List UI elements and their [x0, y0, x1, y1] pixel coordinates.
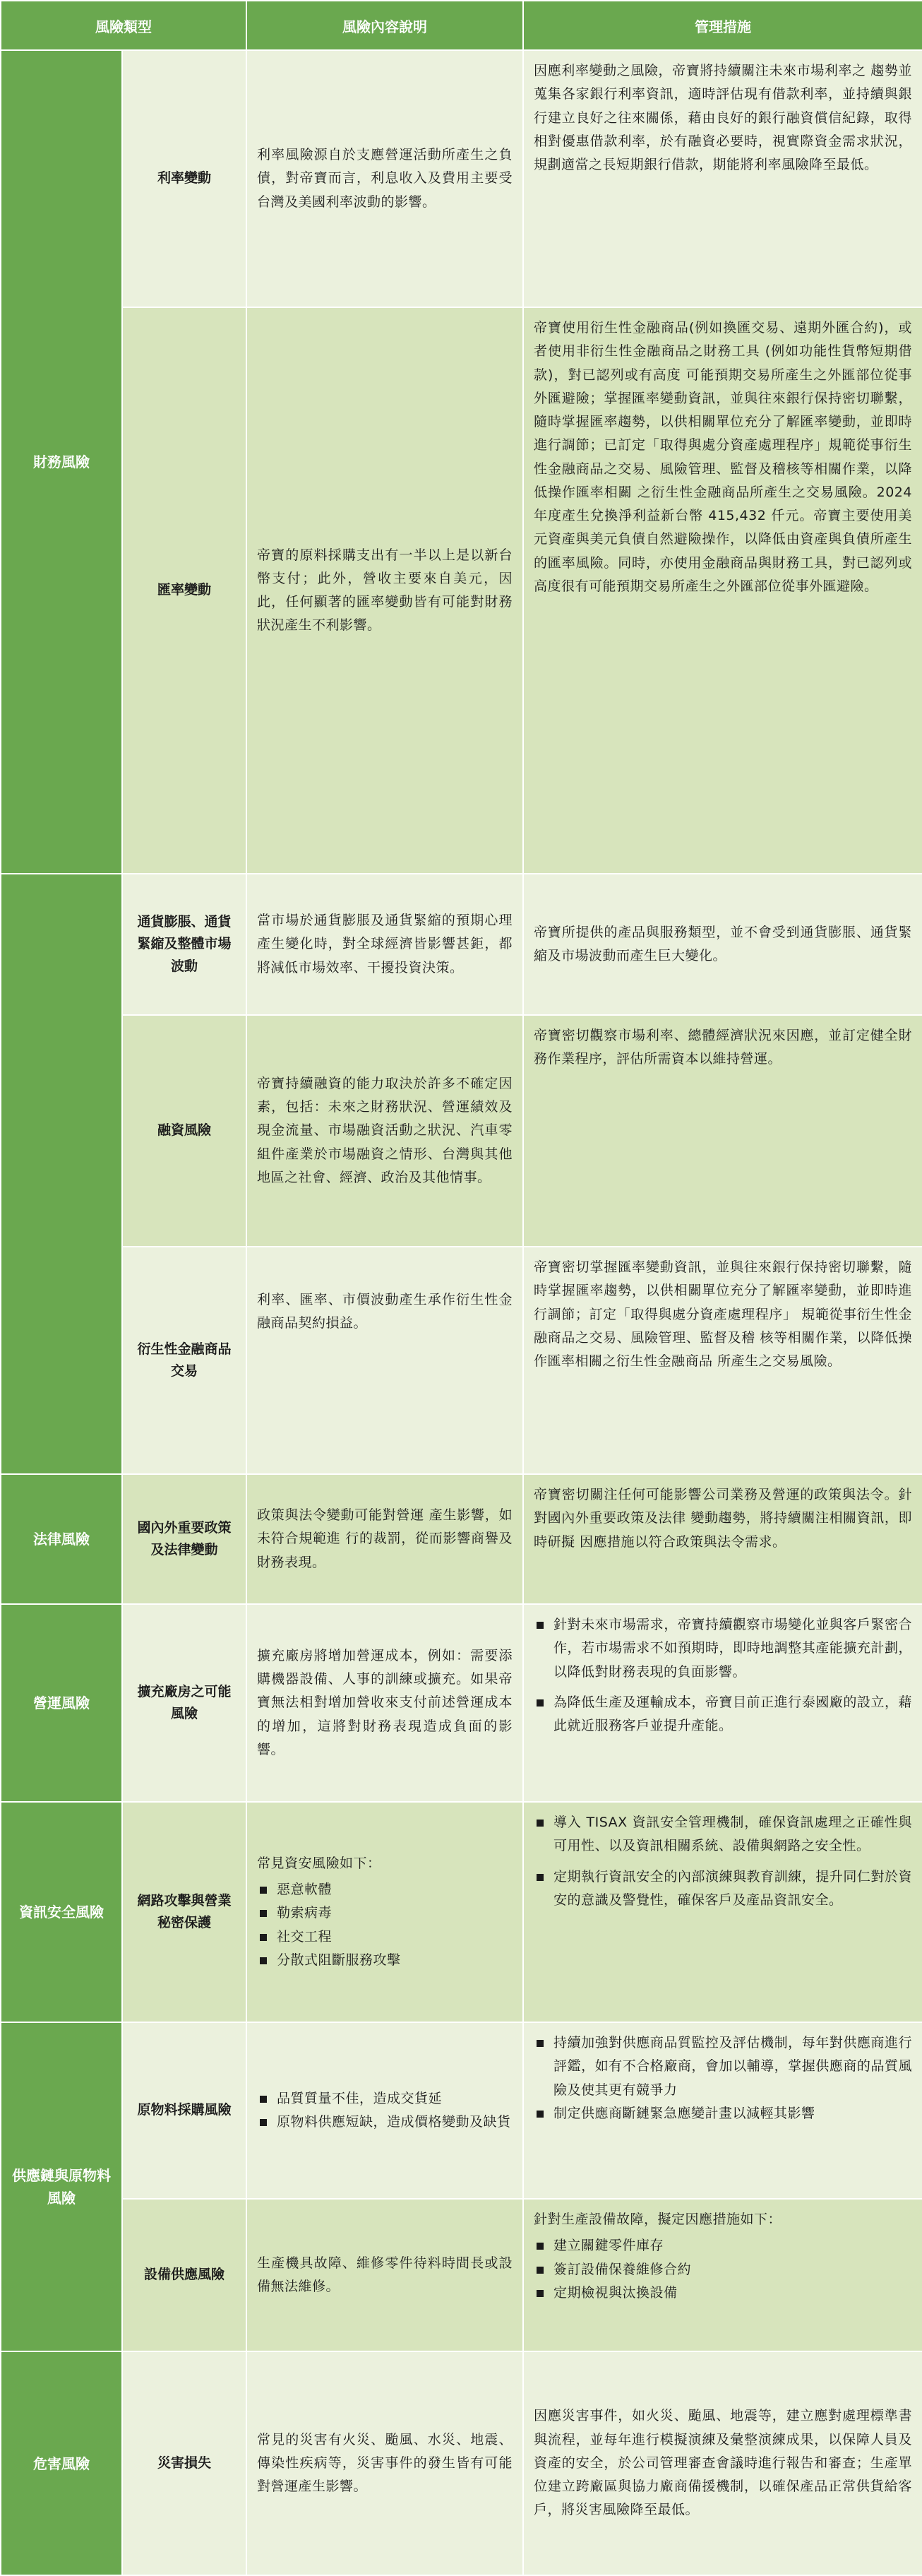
list-item: 定期執行資訊安全的內部演練與教育訓練，提升同仁對於資安的意識及警覺性，確保客戶及產品資訊安全。: [534, 1865, 912, 1913]
list-item: 導入 TISAX 資訊安全管理機制，確保資訊處理之正確性與可用性、以及資訊相關系統、設備與網路之安全性。: [534, 1811, 912, 1858]
risk-equipment-supply: 設備供應風險: [122, 2199, 246, 2351]
table-row: [1, 2351, 922, 2575]
list-item: 分散式阻斷服務攻擊: [257, 1949, 513, 1972]
list-item: 原物料供應短缺，造成價格變動及缺貨: [257, 2111, 513, 2134]
risk-cyber-attack-description: [246, 1802, 523, 2022]
list-item: 制定供應商斷鏈緊急應變計畫以減輕其影響: [534, 2102, 912, 2125]
risk-exchange-rate: 匯率變動: [122, 307, 246, 874]
risk-inflation-description: 當市場於通貨膨脹及通貨緊縮的預期心理產生變化時，對全球經濟皆影響甚鉅，都將減低市場效率、干擾投資決策。: [246, 874, 523, 1015]
risk-derivatives-description: 利率、匯率、市價波動產生承作衍生性金融商品契約損益。: [246, 1247, 523, 1474]
risk-policy-law-description: 政策與法令變動可能對營運 產生影響，如未符合規範進 行的裁罰，從而影響商譽及 財務表現。: [246, 1474, 523, 1604]
category-legal-risk: 法律風險: [1, 1474, 122, 1604]
risk-inflation-measures: 帝寶所提供的產品與服務類型，並不會受到通貨膨脹、通貨緊縮及市場波動而產生巨大變化。: [523, 874, 922, 1015]
risk-inflation: 通貨膨脹、通貨緊縮及整體市場波動: [122, 874, 246, 1015]
risk-plant-expansion-description: 擴充廠房將增加營運成本，例如：需要添購機器設備、人事的訓練或擴充。如果帝寶無法相對增加營收來支付前述營運成本的增加，這將對財務表現造成負面的影響。: [246, 1604, 523, 1802]
risk-derivatives: 衍生性金融商品交易: [122, 1247, 246, 1474]
risk-interest-rate: 利率變動: [122, 50, 246, 307]
list-item: 品質質量不佳，造成交貨延: [257, 2087, 513, 2111]
category-operational-risk: 營運風險: [1, 1604, 122, 1802]
table-row: [1, 2022, 922, 2199]
category-financial-risk: 財務風險: [1, 50, 122, 874]
risk-interest-rate-description: 利率風險源自於支應營運活動所產生之負債，對帝寶而言，利息收入及費用主要受台灣及美國利率波動的影響。: [246, 50, 523, 307]
risk-interest-rate-measures: 因應利率變動之風險，帝寶將持續關注未來市場利率之 趨勢並蒐集各家銀行利率資訊，適時評估現有借款利率，並持續與銀行建立良好之往來關係，藉由良好的銀行融資償信紀錄，取得相對優惠借款利率，於有融資必要時，視實際資金需求狀況，規劃適當之長短期銀行借款，期能將利率風險降至最低。: [523, 50, 922, 307]
list-item: 定期檢視與汰換設備: [534, 2281, 912, 2305]
table-row: [1, 1604, 922, 1802]
risk-plant-expansion-measures: [523, 1604, 922, 1802]
list-item: 惡意軟體: [257, 1878, 513, 1901]
list-item: 為降低生產及運輸成本，帝寶目前正進行泰國廠的設立，藉此就近服務客戶並提升產能。: [534, 1691, 912, 1738]
risk-raw-material-description: [246, 2022, 523, 2199]
table-row: [1, 50, 922, 307]
list-item: 勒索病毒: [257, 1901, 513, 1925]
risk-exchange-rate-measures: 帝寶使用衍生性金融商品(例如換匯交易、遠期外匯合約)，或者使用非衍生性金融商品之財務工具 (例如功能性貨幣短期借款)，對已認列或有高度 可能預期交易所產生之外匯部位從事外匯避險；掌握匯率變動資訊，並與往來銀行保持密切聯繫，隨時掌握匯率趨勢，以供相關單位充分了解匯率變動，並即時進行調節；已訂定「取得與處分資產處理程序」規範從事衍生性金融商品之交易、風險管理、監督及稽核等相關作業，以降低操作匯率相關 之衍生性金融商品所產生之交易風險。2024 年度產生兌換淨利益新台幣 415,432 仟元。帝寶主要使用美元資產與美元負債自然避險操作，以降低由資產與負債所產生的匯率風險。同時，亦使用金融商品與財務工具，對已認列或高度很有可能預期交易所產生之外匯部位從事外匯避險。: [523, 307, 922, 874]
header-risk-description: 風險內容說明: [246, 1, 523, 50]
header-management-measures: 管理措施: [523, 1, 922, 50]
risk-exchange-rate-description: 帝寶的原料採購支出有一半以上是以新台幣支付；此外，營收主要來自美元，因此，任何顯著的匯率變動皆有可能對財務狀況產生不利影響。: [246, 307, 523, 874]
category-supply-chain-risk: 供應鏈與原物料風險: [1, 2022, 122, 2351]
table-row: [1, 874, 922, 1015]
table-row: [1, 1247, 922, 1474]
header-risk-type: 風險類型: [1, 1, 246, 50]
risk-policy-law-measures: 帝寶密切關注任何可能影響公司業務及營運的政策與法令。針對國內外重要政策及法律 變動趨勢，將持續關注相關資訊，即時研擬 因應措施以符合政策與法令需求。: [523, 1474, 922, 1604]
list-item: 持續加強對供應商品質監控及評估機制，每年對供應商進行評鑑，如有不合格廠商，會加以輔導，掌握供應商的品質風險及使其更有競爭力: [534, 2031, 912, 2102]
risk-financing: 融資風險: [122, 1015, 246, 1247]
risk-cyber-attack-measures: [523, 1802, 922, 2022]
risk-raw-material-measures: [523, 2022, 922, 2199]
risk-disaster-loss-description: 常見的災害有火災、颱風、水災、地震、傳染性疾病等，災害事件的發生皆有可能對營運產生影響。: [246, 2351, 523, 2575]
category-hazard-risk: 危害風險: [1, 2351, 122, 2575]
risk-plant-expansion: 擴充廠房之可能風險: [122, 1604, 246, 1802]
category-market-risk: [1, 874, 122, 1474]
risk-financing-measures: 帝寶密切觀察市場利率、總體經濟狀況來因應，並訂定健全財務作業程序，評估所需資本以維持營運。: [523, 1015, 922, 1247]
risk-equipment-supply-description: 生產機具故障、維修零件待料時間長或設備無法維修。: [246, 2199, 523, 2351]
table-row: [1, 1015, 922, 1247]
table-row: [1, 1474, 922, 1604]
table-row: [1, 307, 922, 874]
list-item: 簽訂設備保養維修合約: [534, 2258, 912, 2281]
table-row: [1, 2199, 922, 2351]
list-item: 社交工程: [257, 1925, 513, 1949]
table-row: [1, 1802, 922, 2022]
risk-cyber-attack: 網路攻擊與營業秘密保護: [122, 1802, 246, 2022]
risk-derivatives-measures: 帝寶密切掌握匯率變動資訊，並與往來銀行保持密切聯繫，隨時掌握匯率趨勢，以供相關單位充分了解匯率變動，並即時進行調節；訂定「取得與處分資產處理程序」 規範從事衍生性金融商品之交易、風險管理、監督及稽 核等相關作業，以降低操作匯率相關之衍生性金融商品 所產生之交易風險。: [523, 1247, 922, 1474]
risk-equipment-supply-measures: [523, 2199, 922, 2351]
equipment-measures-lead: 針對生產設備故障，擬定因應措施如下：: [534, 2212, 782, 2227]
risk-disaster-loss: 災害損失: [122, 2351, 246, 2575]
risk-financing-description: 帝寶持續融資的能力取決於許多不確定因素，包括：未來之財務狀況、營運績效及現金流量、市場融資活動之狀況、汽車零組件產業於市場融資之情形、台灣與其他地區之社會、經濟、政治及其他情事。: [246, 1015, 523, 1247]
list-item: 針對未來市場需求，帝寶持續觀察市場變化並與客戶緊密合作，若市場需求不如預期時，即時地調整其產能擴充計劃，以降低對財務表現的負面影響。: [534, 1613, 912, 1684]
risk-raw-material: 原物料採購風險: [122, 2022, 246, 2199]
category-infosec-risk: 資訊安全風險: [1, 1802, 122, 2022]
risk-disaster-loss-measures: 因應災害事件，如火災、颱風、地震等，建立應對處理標準書與流程，並每年進行模擬演練及彙整演練成果，以保障人員及資產的安全，於公司管理審查會議時進行報告和審查；生產單位建立跨廠區與協力廠商備援機制，以確保產品正常供貨給客戶，將災害風險降至最低。: [523, 2351, 922, 2575]
cyber-risk-lead: 常見資安風險如下：: [257, 1855, 381, 1871]
risk-policy-law: 國內外重要政策及法律變動: [122, 1474, 246, 1604]
list-item: 建立關鍵零件庫存: [534, 2234, 912, 2257]
